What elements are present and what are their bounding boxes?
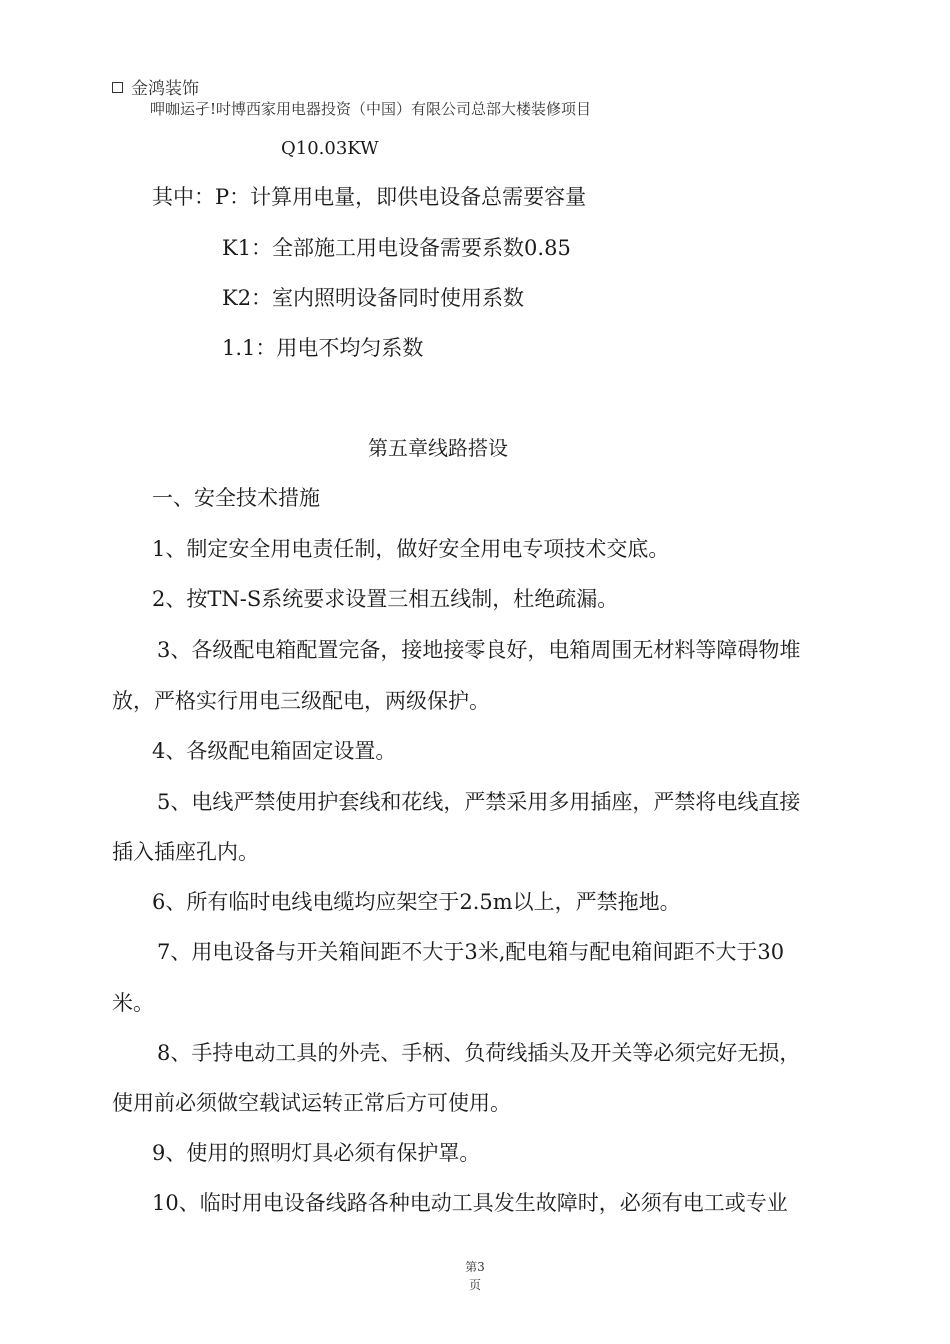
page-number-line1: 第3 xyxy=(465,1260,485,1274)
list-item-7-line1: 7、用电设备与开关箱间距不大于3米,配电箱与配电箱间距不大于30 xyxy=(157,940,785,964)
list-item-4: 4、各级配电箱固定设置。 xyxy=(152,739,397,763)
formula-result: Q10.03KW xyxy=(281,138,379,159)
list-item-3-line2: 放，严格实行用电三级配电，两级保护。 xyxy=(112,689,490,713)
list-item-1: 1、制定安全用电责任制，做好安全用电专项技术交底。 xyxy=(152,537,670,561)
formula-coef: 1.1：用电不均匀系数 xyxy=(222,336,424,360)
page-number-line2: 页 xyxy=(468,1278,481,1292)
company-name: 金鸿装饰 xyxy=(131,79,199,99)
chapter-title: 第五章线路搭设 xyxy=(368,436,508,460)
list-item-9: 9、使用的照明灯具必须有保护罩。 xyxy=(152,1141,481,1165)
list-item-8-line1: 8、手持电动工具的外壳、手柄、负荷线插头及开关等必须完好无损， xyxy=(157,1041,801,1065)
list-item-2: 2、按TN-S系统要求设置三相五线制，杜绝疏漏。 xyxy=(152,587,619,611)
list-item-3-line1: 3、各级配电箱配置完备，接地接零良好，电箱周围无材料等障碍物堆 xyxy=(157,638,801,662)
company-header xyxy=(112,74,199,99)
list-item-5-line2: 插入插座孔内。 xyxy=(112,840,259,864)
list-item-10: 10、临时用电设备线路各种电动工具发生故障时，必须有电工或专业 xyxy=(152,1191,788,1215)
list-item-5-line1: 5、电线严禁使用护套线和花线，严禁采用多用插座，严禁将电线直接 xyxy=(157,790,801,814)
list-item-6: 6、所有临时电线电缆均应架空于2.5m以上，严禁拖地。 xyxy=(152,890,681,914)
formula-k1: K1：全部施工用电设备需要系数0.85 xyxy=(222,236,571,260)
list-item-8-line2: 使用前必须做空载试运转正常后方可使用。 xyxy=(112,1091,511,1115)
list-item-7-line2: 米。 xyxy=(112,991,154,1015)
formula-k2: K2：室内照明设备同时使用系数 xyxy=(222,286,525,310)
section-title: 一、安全技术措施 xyxy=(152,486,320,510)
project-title: 呷咖运孑!吋博西家用电器投资（中国）有限公司总部大楼装修项目 xyxy=(150,100,592,118)
checkbox-square-icon xyxy=(112,82,123,93)
formula-where: 其中：P：计算用电量，即供电设备总需要容量 xyxy=(152,185,587,209)
